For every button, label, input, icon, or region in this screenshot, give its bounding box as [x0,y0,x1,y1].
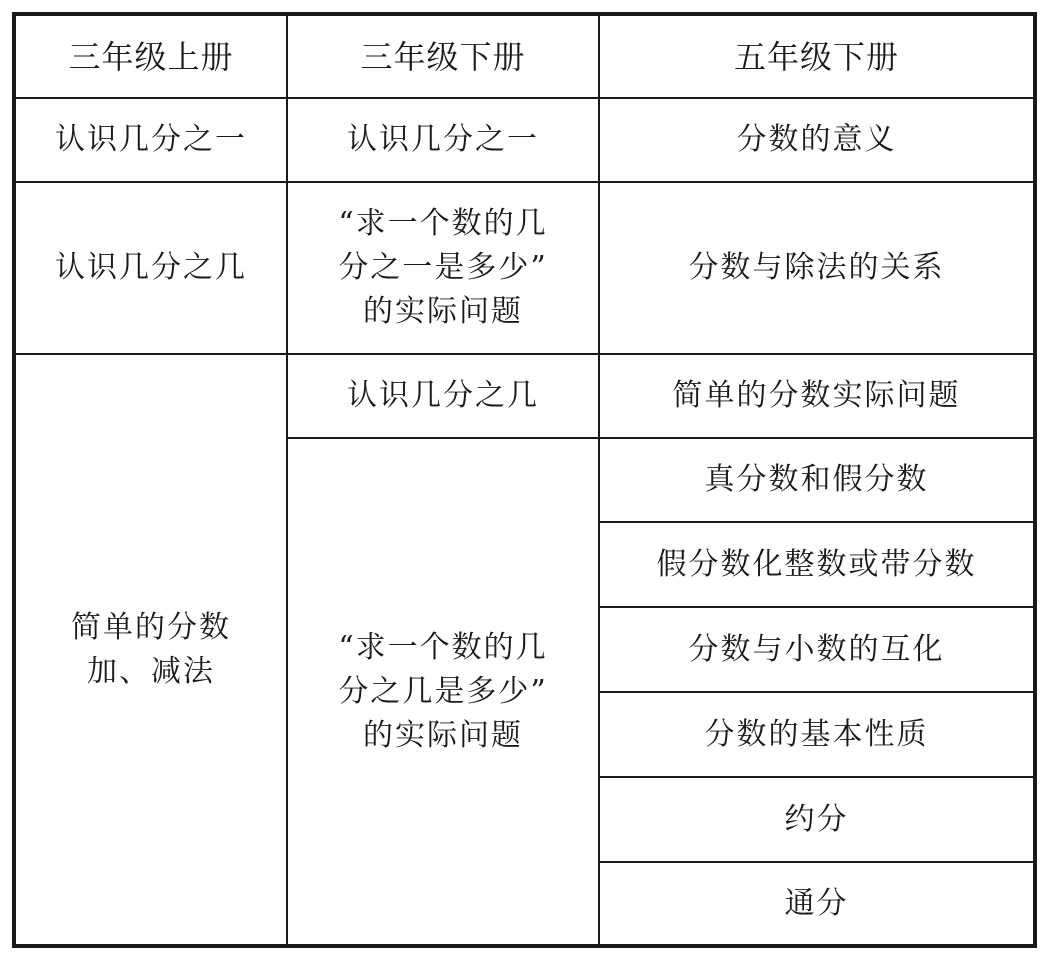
cell-line: 分之几是多少” [338,673,548,709]
cell-grade3-vol2-item: 认识几分之几 [287,354,599,438]
table-row [14,354,1035,438]
cell-grade3-vol1-item: 认识几分之几 [14,182,287,354]
table-row [14,98,1035,182]
cell-grade5-vol2-item: 简单的分数实际问题 [599,354,1035,438]
header-grade3-vol2: 三年级下册 [287,14,599,98]
cell-line: 的实际问题 [363,717,523,753]
cell-grade3-vol2-item: 认识几分之一 [287,98,599,182]
cell-grade5-vol2-item: 分数与小数的互化 [599,607,1035,692]
curriculum-table [12,12,1037,948]
cell-grade5-vol2-item: 分数的意义 [599,98,1035,182]
cell-grade5-vol2-item: 假分数化整数或带分数 [599,522,1035,607]
cell-line: “求一个数的几 [338,206,548,241]
cell-grade5-vol2-item: 真分数和假分数 [599,438,1035,522]
cell-grade3-vol1-item [14,354,287,946]
cell-grade3-vol2-item [287,182,599,354]
cell-grade5-vol2-item: 约分 [599,777,1035,862]
cell-grade3-vol1-item: 认识几分之一 [14,98,287,182]
cell-grade5-vol2-item: 分数与除法的关系 [599,182,1035,354]
header-grade3-vol1: 三年级上册 [14,14,287,98]
cell-line: “求一个数的几 [338,629,548,665]
cell-line: 分之一是多少” [338,250,548,285]
cell-grade3-vol2-item [287,438,599,946]
table-header-row [14,14,1035,98]
cell-grade5-vol2-item: 分数的基本性质 [599,692,1035,777]
table-row [14,182,1035,354]
cell-grade5-vol2-item: 通分 [599,862,1035,946]
cell-line: 的实际问题 [363,294,523,329]
header-grade5-vol2: 五年级下册 [599,14,1035,98]
cell-line: 简单的分数 [71,609,231,645]
cell-line: 加、减法 [87,653,215,689]
